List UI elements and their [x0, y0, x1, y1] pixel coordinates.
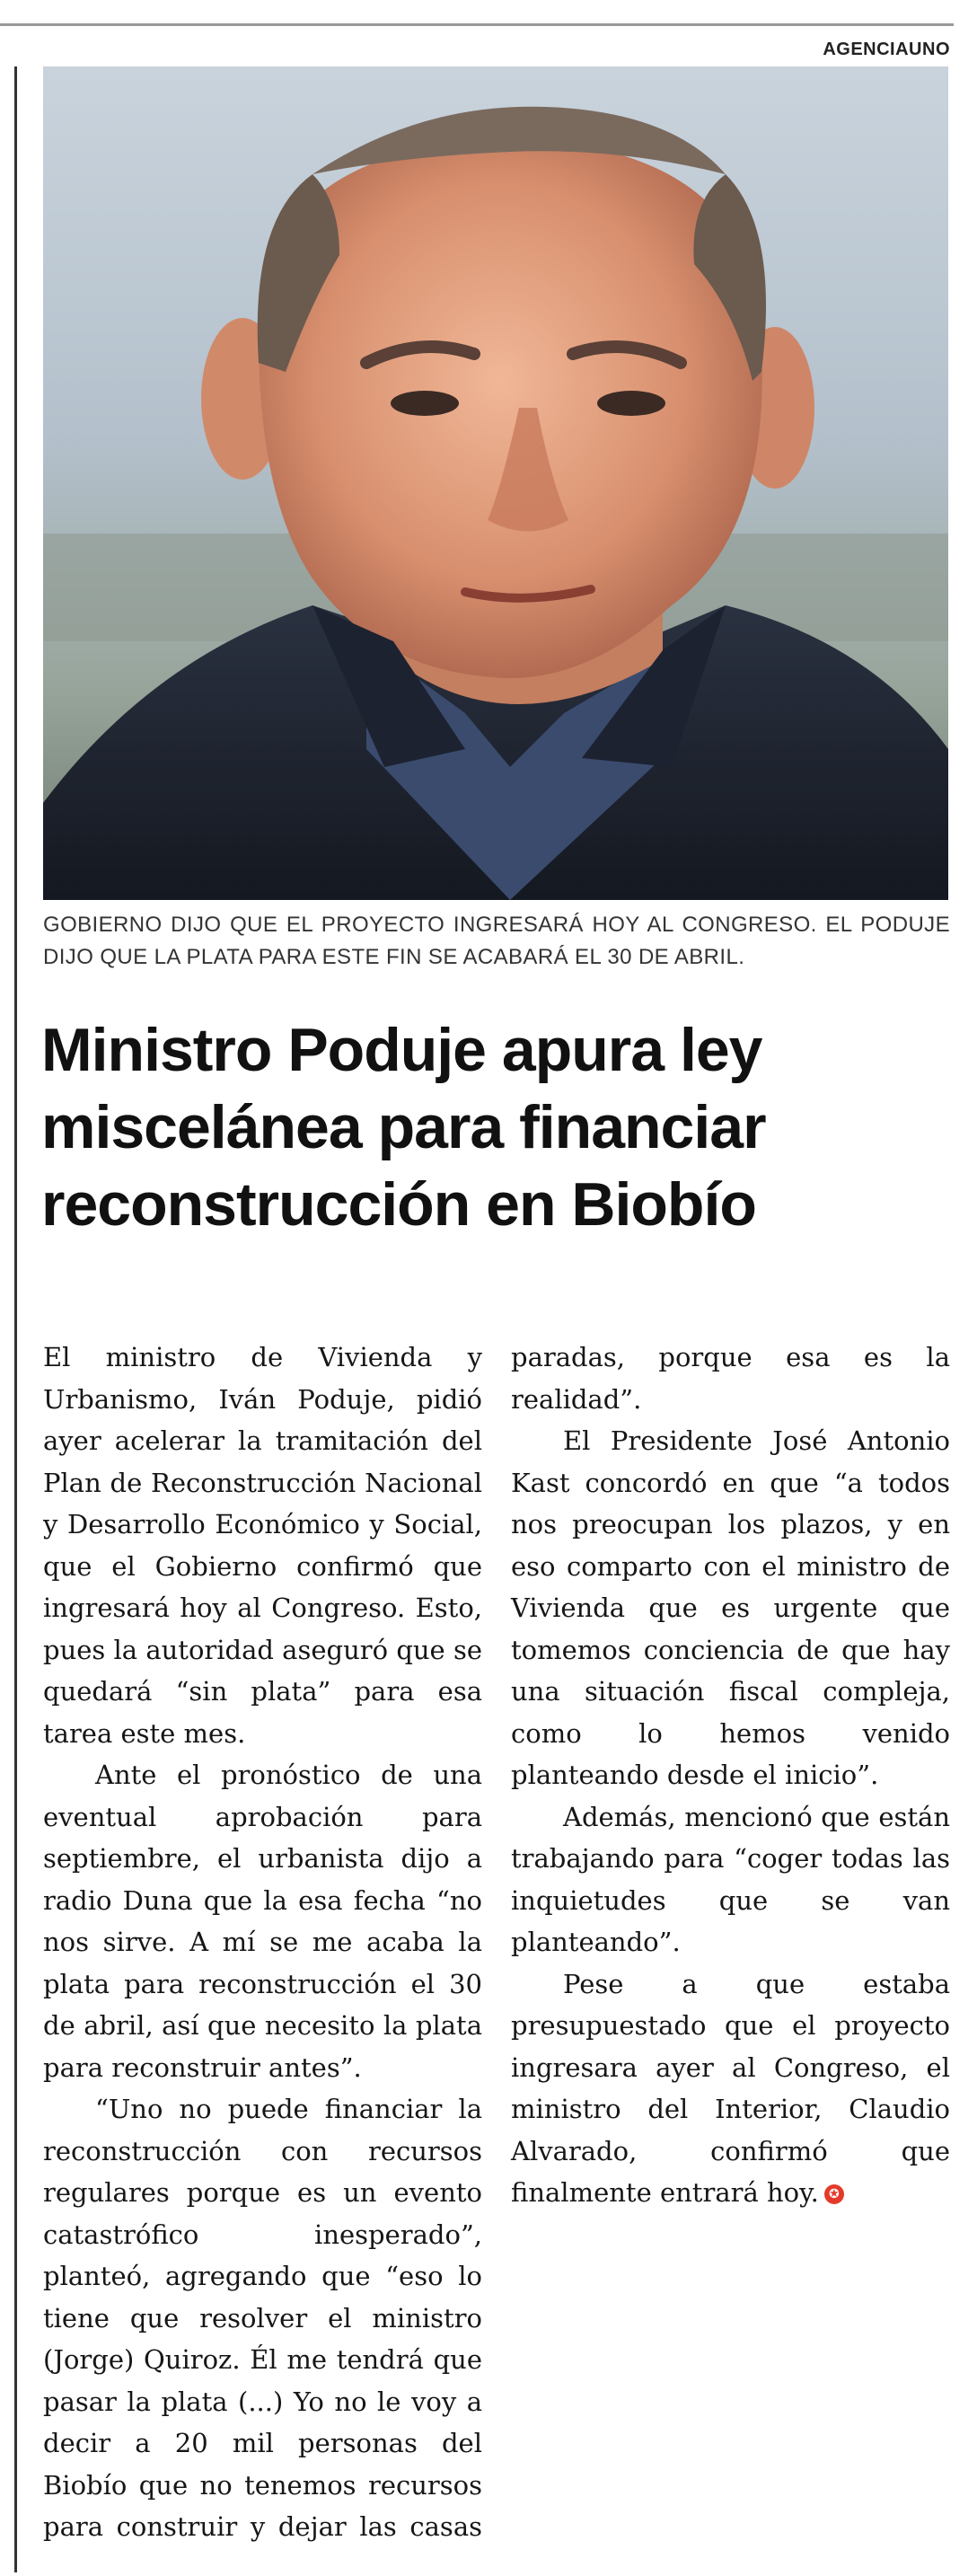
- article-headline: Ministro Poduje apura ley miscelánea para financiar reconstrucción en Biobío: [41, 1016, 766, 1239]
- paragraph: El Presidente José Antonio Kast concordó en que “a todos nos preocupan los plazos, y en eso comparto con el ministro de Vivienda que es urgente que tomemos conciencia de que hay una situación fiscal compleja, como lo hemos venido planteando desde el inicio”.: [511, 1425, 950, 1790]
- paragraph: Ante el pronóstico de una eventual aprobación para septiembre, el urbanista dijo a radio Duna que la esa fecha “no nos sirve. A mí se me acaba la plata para reconstrucción el 30 de abril, así que necesito la plata para reconstruir antes”.: [43, 1760, 482, 2083]
- left-column-rule: [14, 66, 17, 2572]
- paragraph-final-text: Pese a que estaba presupuestado que el proyecto ingresara ayer al Congreso, el ministro del Interior, Claudio Alvarado, confirmó que finalmente entrará hoy.: [511, 1968, 950, 2208]
- article-body: [43, 1337, 950, 2569]
- paragraph-final: [511, 1963, 950, 2214]
- paragraph: El ministro de Vivienda y Urbanismo, Iván Poduje, pidió ayer acelerar la tramitación del Plan de Reconstrucción Nacional y Desarrollo Económico y Social, que el Gobierno confirmó que ingresará hoy al Congreso. Esto, pues la autoridad aseguró que se quedará “sin plata” para esa tarea este mes.: [43, 1342, 482, 1749]
- photo-minister-portrait: [43, 66, 948, 900]
- top-rule: [0, 23, 954, 26]
- paragraph: Además, mencionó que están trabajando para “coger todas las inquietudes que se van planteando”.: [511, 1801, 950, 1957]
- end-of-article-icon: ✪: [824, 2184, 844, 2204]
- photo-caption: GOBIERNO DIJO QUE EL PROYECTO INGRESARÁ HOY AL CONGRESO. EL PODUJE DIJO QUE LA PLATA PARA ESTE FIN SE ACABARÁ EL 30 DE ABRIL.: [43, 913, 950, 969]
- portrait-illustration: [43, 66, 948, 900]
- photo-credit: AGENCIAUNO: [823, 40, 950, 59]
- paragraph: “Uno no puede financiar la reconstrucción con recursos regulares porque es un evento catastrófico inesperado”, planteó, agregando que “eso lo tiene que resolver el ministro (Jorge) Quiroz. Él me tendrá que pasar la plata (...) Yo no le voy a decir a 20 mil personas del Biobío que no tenemos recursos para construir y dejar las casas paradas, porque esa es la realidad”.: [43, 1342, 950, 2542]
